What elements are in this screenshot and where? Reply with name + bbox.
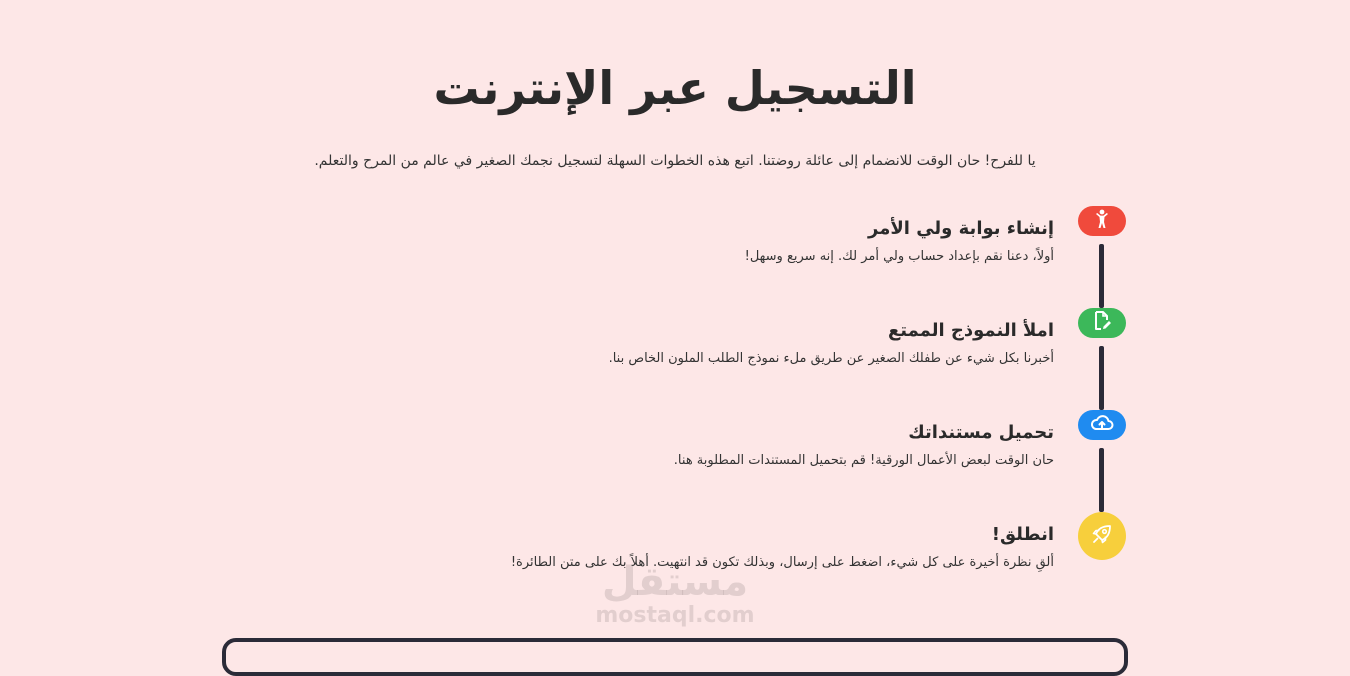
person-icon <box>1093 209 1111 233</box>
step-description: حان الوقت لبعض الأعمال الورقية! قم بتحميل المستندات المطلوبة هنا. <box>673 453 1054 468</box>
watermark-latin: mostaql.com <box>595 603 755 628</box>
step-title: إنشاء بوابة ولي الأمر <box>868 218 1054 239</box>
timeline-connector <box>1099 244 1104 308</box>
step-4-badge <box>1078 512 1126 560</box>
step-description: أولاً، دعنا نقم بإعداد حساب ولي أمر لك. إنه سريع وسهل! <box>744 249 1054 264</box>
registration-form-panel <box>222 638 1128 676</box>
timeline-connector <box>1099 346 1104 410</box>
step-description: ألقِ نظرة أخيرة على كل شيء، اضغط على إرسال، وبذلك تكون قد انتهيت. أهلاً بك على متن الطائرة! <box>510 555 1054 570</box>
watermark-arabic: مستقل <box>601 559 749 605</box>
step-title: املأ النموذج الممتع <box>887 320 1054 341</box>
edit-document-icon <box>1092 310 1112 336</box>
step-1 <box>454 216 1054 268</box>
step-title: انطلق! <box>991 524 1054 545</box>
step-4 <box>454 522 1054 574</box>
timeline-connector <box>1099 448 1104 512</box>
step-2 <box>454 318 1054 370</box>
cloud-upload-icon <box>1090 414 1114 436</box>
step-description: أخبرنا بكل شيء عن طفلك الصغير عن طريق ملء نموذج الطلب الملون الخاص بنا. <box>608 351 1054 366</box>
intro-text: يا للفرح! حان الوقت للانضمام إلى عائلة روضتنا. اتبع هذه الخطوات السهلة لتسجيل نجمك الصغير في عالم من المرح والتعلم. <box>314 153 1036 169</box>
page-title: التسجيل عبر الإنترنت <box>433 60 917 115</box>
step-1-badge <box>1078 206 1126 236</box>
step-2-badge <box>1078 308 1126 338</box>
rocket-icon <box>1091 523 1113 549</box>
step-3 <box>454 420 1054 472</box>
step-3-badge <box>1078 410 1126 440</box>
step-title: تحميل مستنداتك <box>908 422 1054 443</box>
